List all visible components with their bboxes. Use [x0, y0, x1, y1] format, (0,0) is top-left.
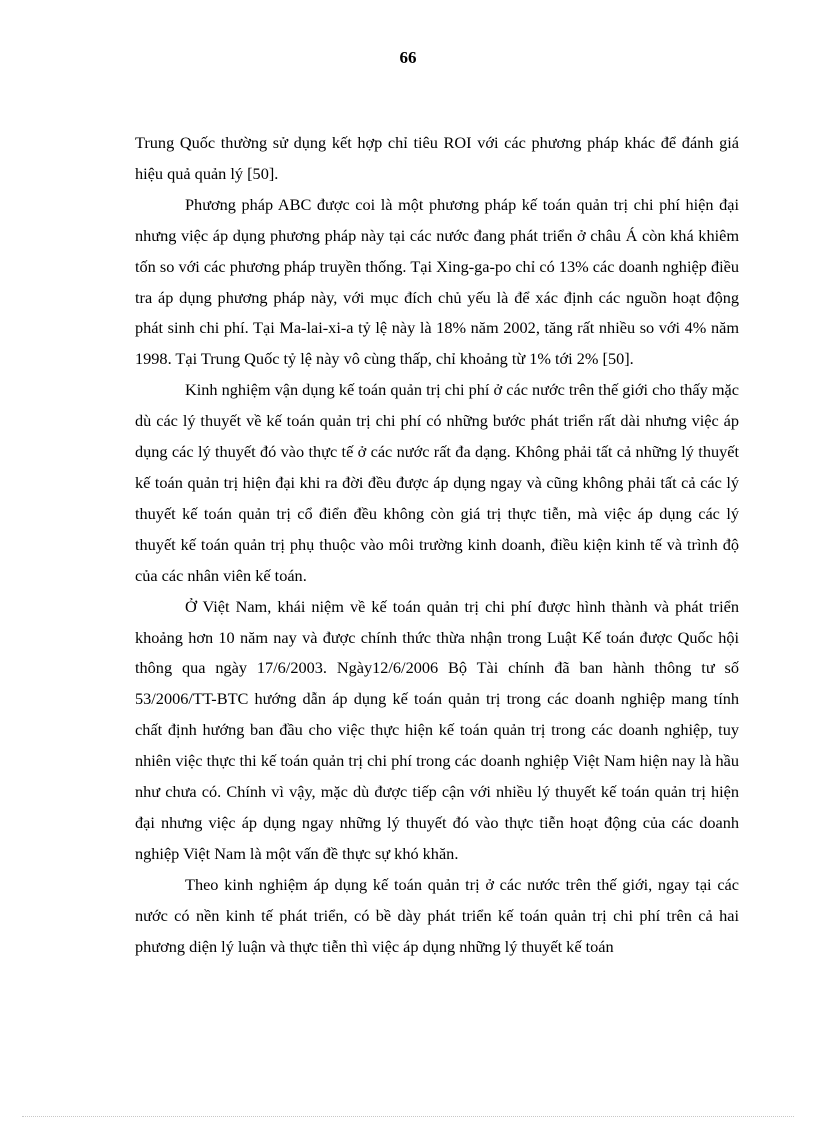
paragraph-5: Theo kinh nghiệm áp dụng kế toán quản trị ở các nước trên thế giới, ngay tại các nước có nền kinh tế phát triển, có bề dày phát triển kế toán quản trị chi phí trên cả hai phương diện lý luận và thực tiễn thì việc áp dụng những lý thuyết kế toán: [135, 874, 739, 956]
paragraph-1: Trung Quốc thường sử dụng kết hợp chỉ tiêu ROI với các phương pháp khác để đánh giá hiệu quả quản lý [50].: [135, 133, 739, 183]
page-bottom-divider: [22, 1116, 794, 1117]
body-text: [135, 128, 739, 962]
paragraph-3: Kinh nghiệm vận dụng kế toán quản trị chi phí ở các nước trên thế giới cho thấy mặc dù các lý thuyết về kế toán quản trị chi phí có những bước phát triển rất dài nhưng việc áp dụng các lý thuyết đó vào thực tế ở các nước rất đa dạng. Không phải tất cả những lý thuyết kế toán quản trị hiện đại khi ra đời đều được áp dụng ngay và cũng không phải tất cả các lý thuyết kế toán quản trị cổ điển đều không còn giá trị thực tiễn, mà việc áp dụng các lý thuyết kế toán quản trị phụ thuộc vào môi trường kinh doanh, điều kiện kinh tế và trình độ của các nhân viên kế toán.: [135, 380, 739, 585]
paragraph-4: Ở Việt Nam, khái niệm về kế toán quản trị chi phí được hình thành và phát triển khoảng hơn 10 năm nay và được chính thức thừa nhận trong Luật Kế toán được Quốc hội thông qua ngày 17/6/2003. Ngày12/6/2006 Bộ Tài chính đã ban hành thông tư số 53/2006/TT-BTC hướng dẫn áp dụng kế toán quản trị trong các doanh nghiệp mang tính chất định hướng ban đầu cho việc thực hiện kế toán quản trị trong các doanh nghiệp, tuy nhiên việc thực thi kế toán quản trị chi phí trong các doanh nghiệp Việt Nam hiện nay là hầu như chưa có. Chính vì vậy, mặc dù được tiếp cận với nhiều lý thuyết kế toán quản trị hiện đại nhưng việc áp dụng ngay những lý thuyết đó vào thực tiễn hoạt động của các doanh nghiệp Việt Nam là một vấn đề thực sự khó khăn.: [135, 596, 739, 863]
paragraph-2: Phương pháp ABC được coi là một phương pháp kế toán quản trị chi phí hiện đại nhưng việc áp dụng phương pháp này tại các nước đang phát triển ở châu Á còn khá khiêm tốn so với các phương pháp truyền thống. Tại Xing-ga-po chỉ có 13% các doanh nghiệp điều tra áp dụng phương pháp này, với mục đích chủ yếu là để xác định các nguồn hoạt động phát sinh chi phí. Tại Ma-lai-xi-a tỷ lệ này là 18% năm 2002, tăng rất nhiều so với 4% năm 1998. Tại Trung Quốc tỷ lệ này vô cùng thấp, chỉ khoảng từ 1% tới 2% [50].: [135, 194, 739, 369]
page-number: 66: [399, 48, 417, 67]
